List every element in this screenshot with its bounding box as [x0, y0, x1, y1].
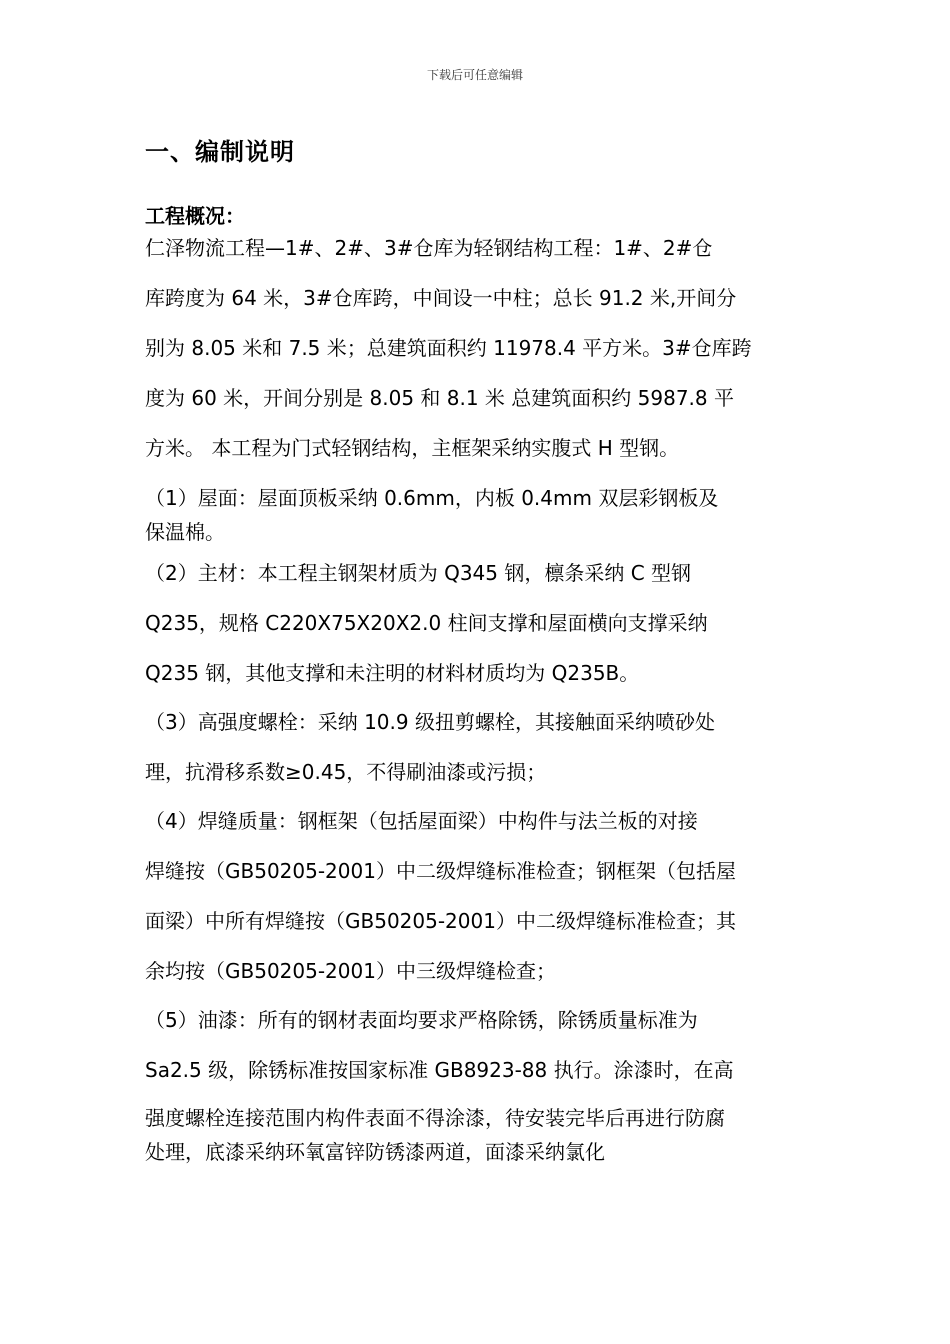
text-line: 处理，底漆采纳环氧富锌防锈漆两道，面漆采纳氯化 — [145, 1140, 605, 1164]
overview-paragraph — [145, 223, 815, 473]
item-paint — [145, 995, 815, 1095]
text-line: Q235，规格 C220X75X20X2.0 柱间支撑和屋面横向支撑采纳 — [145, 611, 708, 635]
section-title: 一、编制说明 — [145, 138, 295, 166]
text-line: 余均按（GB50205-2001）中三级焊缝检查； — [145, 959, 556, 983]
item-bolts — [145, 697, 815, 797]
text-line: 别为 8.05 米和 7.5 米；总建筑面积约 11978.4 平方米。3#仓库跨 — [145, 336, 752, 360]
text-line: （3）高强度螺栓：采纳 10.9 级扭剪螺栓，其接触面采纳喷砂处 — [145, 710, 715, 734]
text-line: （2）主材：本工程主钢架材质为 Q345 钢，檩条采纳 C 型钢 — [145, 561, 692, 585]
text-line: 焊缝按（GB50205-2001）中二级焊缝标准检查；钢框架（包括屋 — [145, 859, 736, 883]
text-line: 理，抗滑移系数≥0.45，不得刷油漆或污损； — [145, 760, 547, 784]
text-line: Q235 钢，其他支撑和未注明的材料材质均为 Q235B。 — [145, 661, 640, 685]
text-line: 仁泽物流工程—1#、2#、3#仓库为轻钢结构工程：1#、2#仓 — [145, 236, 713, 260]
text-line: 保温棉。 — [145, 520, 225, 544]
text-line: 库跨度为 64 米，3#仓库跨，中间设一中柱；总长 91.2 米,开间分 — [145, 286, 737, 310]
text-line: 面梁）中所有焊缝按（GB50205-2001）中二级焊缝标准检查；其 — [145, 909, 736, 933]
text-line: 方米。 本工程为门式轻钢结构，主框架采纳实腹式 H 型钢。 — [145, 436, 680, 460]
text-line: （1）屋面：屋面顶板采纳 0.6mm，内板 0.4mm 双层彩钢板及 — [145, 486, 719, 510]
text-line: （5）油漆：所有的钢材表面均要求严格除锈，除锈质量标准为 — [145, 1008, 698, 1032]
item-welds — [145, 796, 815, 996]
text-line: 强度螺栓连接范围内构件表面不得涂漆，待安装完毕后再进行防腐 — [145, 1106, 725, 1130]
text-line: （4）焊缝质量：钢框架（包括屋面梁）中构件与法兰板的对接 — [145, 809, 698, 833]
item-roof — [145, 481, 815, 549]
text-line: Sa2.5 级，除锈标准按国家标准 GB8923-88 执行。涂漆时，在高 — [145, 1058, 734, 1082]
item-paint-continued — [145, 1101, 815, 1169]
page-header: 下载后可任意编辑 — [426, 68, 523, 82]
item-main-material — [145, 548, 815, 698]
text-line: 度为 60 米，开间分别是 8.05 和 8.1 米 总建筑面积约 5987.8 平 — [145, 386, 734, 410]
section-subtitle: 工程概况： — [145, 204, 245, 228]
